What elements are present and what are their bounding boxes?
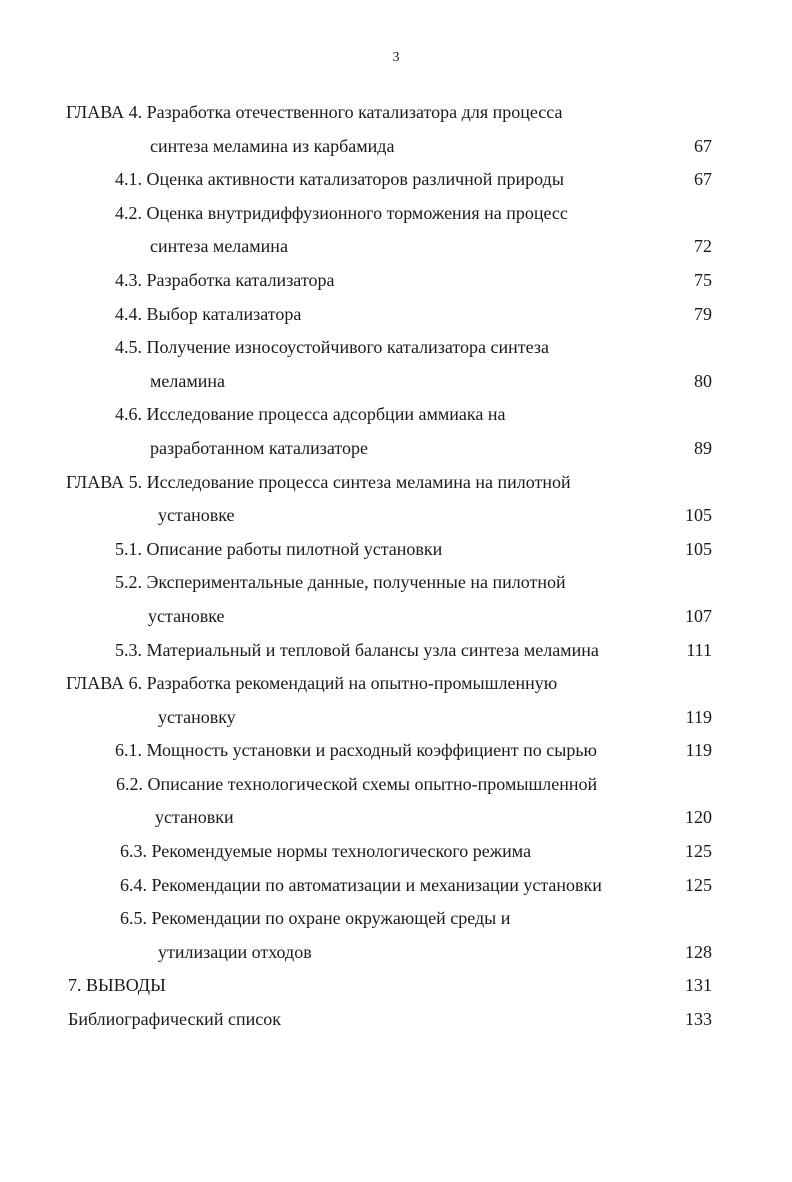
toc-entry-5-1[interactable] bbox=[0, 533, 792, 567]
toc-entry-title: 6.4. Рекомендации по автоматизации и механизации установки bbox=[120, 874, 602, 895]
toc-page-number: 75 bbox=[694, 269, 712, 290]
toc-entry-6-5[interactable] bbox=[0, 902, 792, 969]
toc-entry-title-cont: установки bbox=[155, 807, 234, 828]
toc-entry-title: 6.2. Описание технологической схемы опытно-промышленной bbox=[116, 773, 598, 794]
toc-entry-title: 5.1. Описание работы пилотной установки bbox=[115, 538, 443, 559]
toc-entry-title: 4.4. Выбор катализатора bbox=[115, 303, 302, 324]
toc-entry-title-cont: утилизации отходов bbox=[158, 941, 312, 962]
toc-page-number: 133 bbox=[685, 1009, 712, 1030]
toc-entry-chapter-4[interactable] bbox=[0, 96, 792, 163]
toc-entry-6-1[interactable] bbox=[0, 734, 792, 768]
toc-entry-title: 6.1. Мощность установки и расходный коэффициент по сырью bbox=[115, 740, 597, 761]
toc-entry-4-1[interactable] bbox=[0, 163, 792, 197]
toc-entry-6-2[interactable] bbox=[0, 768, 792, 835]
toc-entry-title: 6.5. Рекомендации по охране окружающей среды и bbox=[120, 908, 511, 929]
toc-entry-4-2[interactable] bbox=[0, 197, 792, 264]
toc-entry-title: 4.6. Исследование процесса адсорбции аммиака на bbox=[115, 404, 506, 425]
toc-page-number: 111 bbox=[686, 639, 712, 660]
toc-entry-title-cont: разработанном катализаторе bbox=[150, 437, 368, 458]
toc-entry-chapter-5[interactable] bbox=[0, 466, 792, 533]
toc-entry-title: 6.3. Рекомендуемые нормы технологического режима bbox=[120, 841, 532, 862]
toc-entry-title-cont: синтеза меламина bbox=[150, 236, 288, 257]
page-number: 3 bbox=[392, 50, 400, 65]
toc-entry-title-cont: синтеза меламина из карбамида 67 bbox=[0, 130, 792, 164]
toc-entry-4-3[interactable] bbox=[0, 264, 792, 298]
toc-entry-title-cont: установке bbox=[148, 605, 225, 626]
toc-page-number: 131 bbox=[685, 975, 712, 996]
toc-entry-6-4[interactable] bbox=[0, 869, 792, 903]
toc-page-number: 107 bbox=[685, 605, 712, 626]
toc-entry-title: 7. ВЫВОДЫ bbox=[68, 975, 166, 996]
toc-entry-title: 5.3. Материальный и тепловой балансы узла синтеза меламина bbox=[115, 639, 599, 660]
toc-page-number: 105 bbox=[685, 505, 712, 526]
toc-entry-title: ГЛАВА 5. Исследование процесса синтеза меламина на пилотной bbox=[66, 471, 571, 492]
toc-page-number: 89 bbox=[694, 437, 712, 458]
toc-entry-title: ГЛАВА 4. Разработка отечественного катализатора для процесса bbox=[66, 102, 563, 122]
toc-entry-chapter-6[interactable] bbox=[0, 667, 792, 734]
toc-page-number: 67 bbox=[694, 169, 712, 190]
toc-page-number: 79 bbox=[694, 303, 712, 324]
toc-entry-6-3[interactable] bbox=[0, 835, 792, 869]
toc-entry-title: 4.1. Оценка активности катализаторов различной природы bbox=[115, 169, 564, 190]
toc-page-number: 120 bbox=[685, 807, 712, 828]
toc-entry-4-5[interactable] bbox=[0, 331, 792, 398]
toc-entry-conclusions[interactable] bbox=[0, 969, 792, 1003]
toc-entry-4-4[interactable] bbox=[0, 298, 792, 332]
toc-entry-title: 5.2. Экспериментальные данные, полученные на пилотной bbox=[115, 572, 566, 593]
toc-page-number: 80 bbox=[694, 370, 712, 391]
toc-page-number: 119 bbox=[685, 706, 712, 727]
toc-page-number: 105 bbox=[685, 538, 712, 559]
toc-entry-title: 4.5. Получение износоустойчивого катализатора синтеза bbox=[115, 337, 549, 358]
toc-entry-5-2[interactable] bbox=[0, 566, 792, 633]
toc-page-number: 125 bbox=[685, 841, 712, 862]
toc-page-number: 67 bbox=[694, 135, 712, 156]
toc-page-number: 125 bbox=[685, 874, 712, 895]
toc-entry-title: 4.2. Оценка внутридиффузионного торможения на процесс bbox=[115, 202, 568, 223]
toc-page-number: 119 bbox=[685, 740, 712, 761]
toc-page-number: 72 bbox=[694, 236, 712, 257]
toc-entry-title: 4.3. Разработка катализатора bbox=[115, 269, 335, 290]
toc-entry-title-cont: меламина bbox=[150, 370, 225, 391]
table-of-contents bbox=[0, 96, 792, 1037]
toc-entry-title-cont: установке bbox=[158, 505, 235, 526]
toc-entry-title: Библиографический список bbox=[68, 1009, 281, 1030]
toc-entry-title-cont: установку bbox=[158, 706, 236, 727]
toc-entry-title: ГЛАВА 6. Разработка рекомендаций на опытно-промышленную bbox=[66, 673, 558, 694]
toc-entry-5-3[interactable] bbox=[0, 634, 792, 668]
toc-entry-4-6[interactable] bbox=[0, 398, 792, 465]
toc-entry-bibliography[interactable] bbox=[0, 1003, 792, 1037]
toc-page-number: 128 bbox=[685, 941, 712, 962]
